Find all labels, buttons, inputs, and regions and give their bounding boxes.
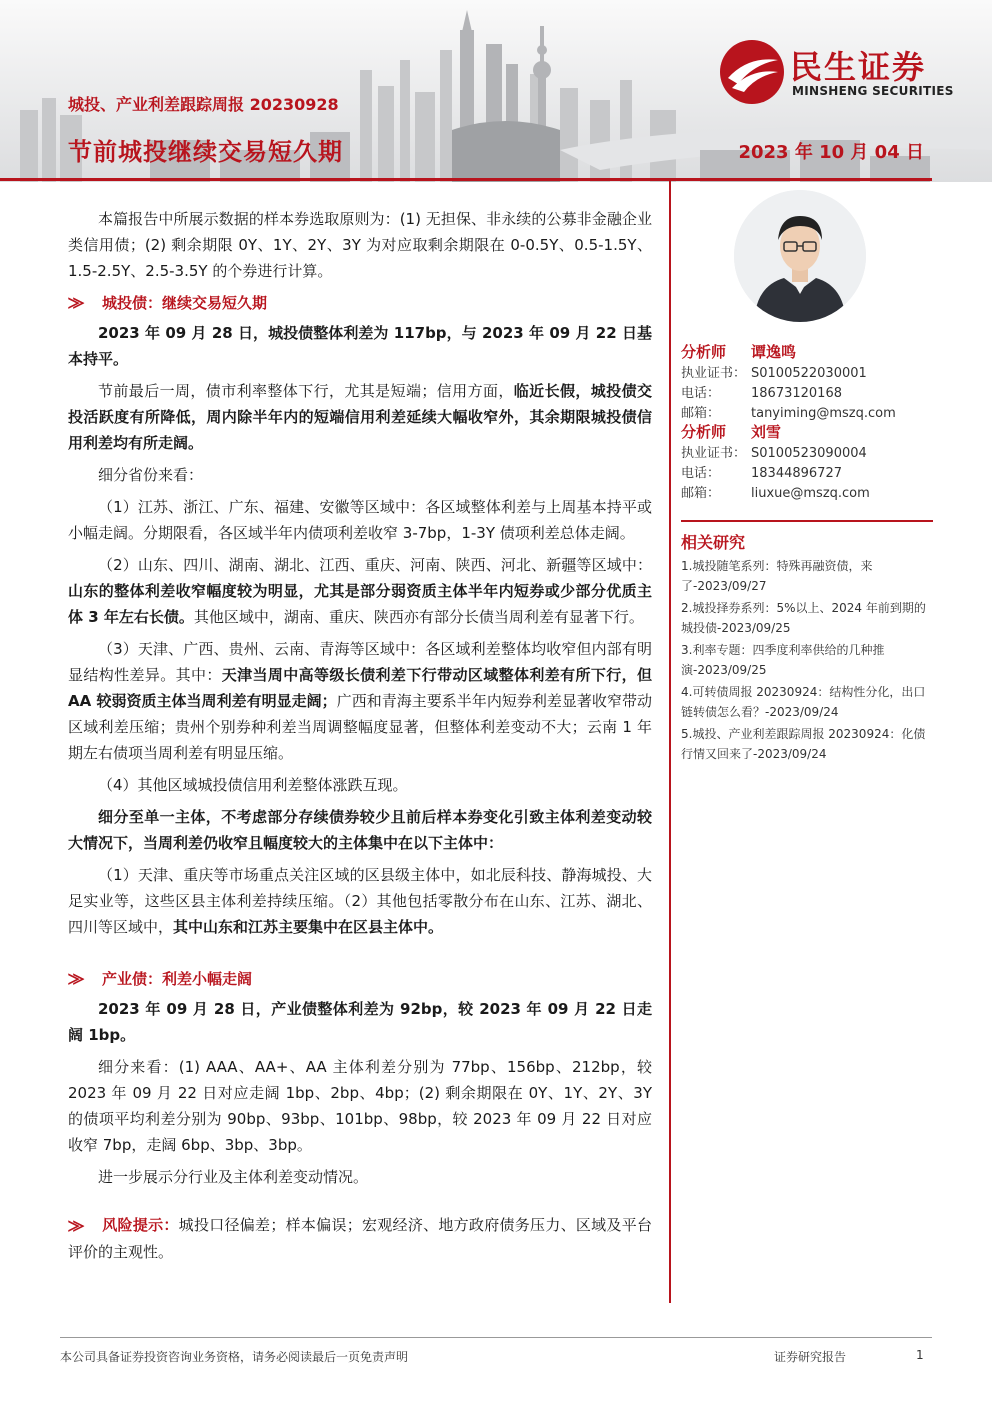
field-label: 邮箱： [681,486,721,501]
field-label: 执业证书： [681,446,747,461]
minsheng-logo [718,38,964,108]
report-title: 节前城投继续交易短久期 [68,138,343,166]
related-research-title: 相关研究 [681,533,746,552]
section-title: 城投债：继续交易短久期 [102,294,268,312]
analyst-email-row [681,404,921,424]
text-run-bold: 山东的整体利差收窄幅度较为明显，尤其是部分弱资质主体半年内短券或少部分优质主体 3 年左右长债。 [68,582,652,626]
text-run: （1）天津、重庆等市场重点关注区域的区县级主体中，如北辰科技、静海城投、大足实业等，这些区县主体利差持续压缩。（2）其他包括零散分布在山东、江苏、湖北、四川等区域中， [68,866,652,936]
field-label: 电话： [681,466,721,481]
text-run: （3）天津、广西、贵州、云南、青海等区域中：各区域利差整体均收窄但内部有明显结构性差异。其中： [68,640,652,684]
risk-label: 风险提示： [102,1216,179,1234]
field-label: 电话： [681,386,721,401]
related-item[interactable]: 3.利率专题：四季度利率供给的几种推演-2023/09/25 [681,643,885,677]
text-run: 其他区域中，湖南、重庆、陕西亦有部分长债当周利差有显著下行。 [193,608,644,626]
main-column [68,206,652,1265]
footer-doc-type: 证券研究报告 [774,1350,847,1364]
arrow-icon: ⨠ [68,1218,85,1234]
analyst-card [681,422,921,504]
paragraph: （1）江苏、浙江、广东、福建、安徽等区域中：各区域整体利差与上周基本持平或小幅走阔。分期限看，各区域半年内债项利差收窄 3-7bp，1-3Y 债项利差总体走阔。 [68,498,652,542]
analyst-role: 分析师 [681,343,727,361]
email-link[interactable]: liuxue@mszq.com [751,486,870,501]
analyst-name: 谭逸鸣 [751,343,797,361]
risk-paragraph [68,1212,652,1265]
paragraph: （4）其他区域城投债信用利差整体涨跌互现。 [98,776,408,794]
footer-disclaimer: 本公司具备证券投资咨询业务资格，请务必阅读最后一页免责声明 [60,1350,409,1364]
text-run: 广西和青海主要系半年内短券利差显著收窄带动区域利差压缩；贵州个别券种利差当周调整幅度显著，但整体利差变动不大；云南 1 年期左右债项当周利差有明显压缩。 [68,692,652,762]
report-date: 2023 年 10 月 04 日 [738,142,924,163]
analyst-email-row [681,484,921,504]
field-label: 邮箱： [681,406,721,421]
paragraph [68,862,652,940]
report-header [0,0,992,182]
paragraph: 细分至单一主体，不考虑部分存续债券较少且前后样本券变化引致主体利差变动较大情况下，当周利差仍收窄且幅度较大的主体集中在以下主体中： [68,808,652,852]
related-item[interactable]: 4.可转债周报 20230924：结构性分化，出口链转债怎么看？-2023/09/24 [681,685,926,719]
minsheng-emblem-icon [718,38,786,106]
spacer [68,946,652,962]
paragraph: 2023 年 09 月 28 日，产业债整体利差为 92bp，较 2023 年 09 月 22 日走阔 1bp。 [68,1000,652,1044]
field-value: S0100522030001 [751,366,867,381]
paragraph [68,378,652,456]
logo-text-cn: 民生证券 [790,48,927,86]
analyst-cert-row [681,444,921,464]
email-link[interactable]: tanyiming@mszq.com [751,406,896,421]
field-value: 18673120168 [751,386,842,401]
spacer [68,1196,652,1212]
analyst-heading [681,422,921,444]
paragraph: 细分来看：(1) AAA、AA+、AA 主体利差分别为 77bp、156bp、212bp，较 2023 年 09 月 22 日对应走阔 1bp、2bp、4bp；(2) 剩余期限在 0Y、1Y、2Y、3Y 的债项平均利差分别为 90bp、93bp、101bp、98bp，较 2023 年 09 月 22 日对应收窄 7bp，走阔 6bp、3bp、3bp。 [68,1058,652,1154]
paragraph: 2023 年 09 月 28 日，城投债整体利差为 117bp，与 2023 年 09 月 22 日基本持平。 [68,324,652,368]
field-value: 18344896727 [751,466,842,481]
column-divider [669,181,671,1303]
arrow-icon: ⨠ [68,295,85,311]
field-value: S0100523090004 [751,446,867,461]
text-run-bold: 天津当周中高等级长债利差下行带动区域整体利差有所下行，但 AA 较弱资质主体当周利差有明显走阔； [68,666,652,710]
page-number: 1 [916,1348,924,1362]
related-item[interactable]: 5.城投、产业利差跟踪周报 20230924：化债行情又回来了-2023/09/24 [681,727,926,761]
analyst-heading [681,342,921,364]
analyst-phone-row [681,384,921,404]
footer-divider [60,1337,932,1338]
analyst-role: 分析师 [681,423,727,441]
related-research-list [681,556,931,766]
paragraph: 进一步展示分行业及主体利差变动情况。 [98,1168,369,1186]
section-heading-industry [68,966,652,992]
header-divider [0,178,932,181]
related-item[interactable]: 2.城投择券系列：5%以上、2024 年前到期的城投债-2023/09/25 [681,601,926,635]
analyst-portrait-image [734,190,866,322]
text-run: （2）山东、四川、湖南、湖北、江西、重庆、河南、陕西、河北、新疆等区域中： [98,556,652,574]
paragraph: 细分省份来看： [98,466,204,484]
analyst-name: 刘雪 [751,423,782,441]
section-heading-chengtou [68,290,652,316]
risk-text: 城投口径偏差；样本偏误；宏观经济、地方政府债务压力、区域及平台评价的主观性。 [68,1216,652,1261]
analyst-phone-row [681,464,921,484]
analyst-photo [734,190,866,322]
related-item[interactable]: 1.城投随笔系列：特殊再融资债，来了-2023/09/27 [681,559,873,593]
text-run-bold: 临近长假，城投债交投活跃度有所降低，周内除半年内的短端信用利差延续大幅收窄外，其余期限城投债信用利差均有所走阔。 [68,382,652,452]
intro-paragraph: 本篇报告中所展示数据的样本券选取原则为：(1) 无担保、非永续的公募非金融企业类信用债；(2) 剩余期限 0Y、1Y、2Y、3Y 为对应取剩余期限在 0-0.5Y、0.5-1.5Y、1.5-2.5Y、2.5-3.5Y 的个券进行计算。 [68,210,652,280]
analyst-cert-row [681,364,921,384]
section-title: 产业债：利差小幅走阔 [102,970,253,988]
arrow-icon: ⨠ [68,971,85,987]
field-label: 执业证书： [681,366,747,381]
paragraph [68,552,652,630]
sidebar-divider [681,520,933,522]
text-run-bold: 其中山东和江苏主要集中在区县主体中。 [173,918,444,936]
text-run: 节前最后一周，债市利率整体下行，尤其是短端；信用方面， [98,382,514,400]
logo-text-en: MINSHENG SECURITIES [792,84,954,98]
report-series: 城投、产业利差跟踪周报 20230928 [68,95,339,114]
analyst-card [681,342,921,424]
paragraph [68,636,652,766]
